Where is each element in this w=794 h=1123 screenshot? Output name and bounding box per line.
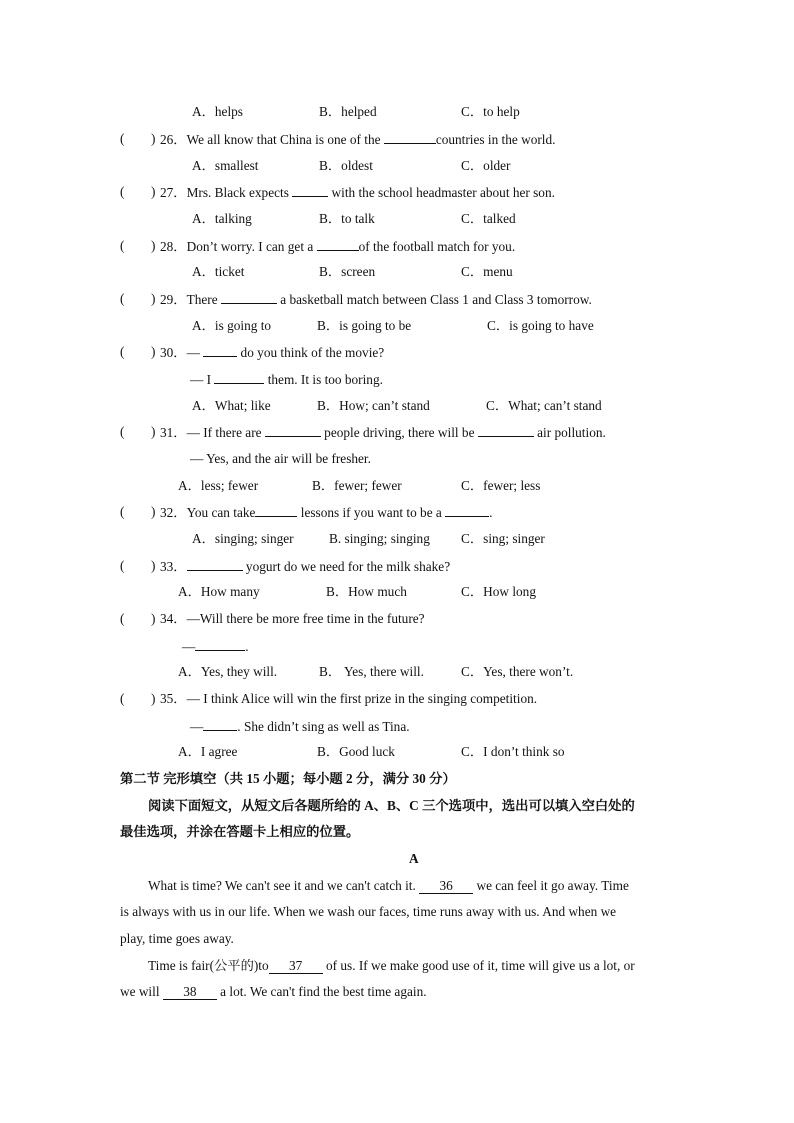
blank-38: 38 bbox=[163, 985, 217, 1000]
question-text: 26．We all know that China is one of the countries in the world. bbox=[160, 132, 556, 147]
answer-paren-close: ) bbox=[151, 291, 156, 306]
option-a: A．helps bbox=[192, 104, 243, 119]
option-c: C．older bbox=[461, 158, 511, 173]
option-a: A．Yes, they will. bbox=[178, 664, 278, 679]
answer-paren-close: ) bbox=[151, 504, 156, 519]
option-a: A．singing; singer bbox=[192, 531, 294, 546]
question-text: 33． yogurt do we need for the milk shake? bbox=[160, 559, 451, 574]
answer-paren-close: ) bbox=[151, 558, 156, 573]
answer-paren-close: ) bbox=[151, 238, 156, 253]
answer-paren-open: ( bbox=[120, 238, 125, 253]
option-a: A．I agree bbox=[178, 744, 238, 759]
answer-paren-open: ( bbox=[120, 344, 125, 359]
option-a: A．talking bbox=[192, 211, 252, 226]
option-a: A．smallest bbox=[192, 158, 259, 173]
answer-blank bbox=[195, 638, 245, 651]
question-text: 34．—Will there be more free time in the future? bbox=[160, 611, 425, 626]
question-text: 35．— I think Alice will win the first prize in the singing competition. bbox=[160, 691, 538, 706]
answer-blank bbox=[203, 344, 237, 357]
question-text: 29．There a basketball match between Class 1 and Class 3 tomorrow. bbox=[160, 292, 592, 307]
option-c: C．sing; singer bbox=[461, 531, 545, 546]
answer-paren-open: ( bbox=[120, 504, 125, 519]
answer-paren-open: ( bbox=[120, 691, 125, 706]
option-a: A．ticket bbox=[192, 264, 245, 279]
blank-37: 37 bbox=[269, 959, 323, 974]
answer-blank bbox=[317, 238, 359, 251]
answer-paren-open: ( bbox=[120, 611, 125, 626]
option-c: C．Yes, there won’t. bbox=[461, 664, 574, 679]
option-a: A．is going to bbox=[192, 318, 272, 333]
answer-blank bbox=[214, 371, 264, 384]
answer-blank bbox=[384, 131, 436, 144]
option-b: B．fewer; fewer bbox=[312, 478, 402, 493]
answer-paren-close: ) bbox=[151, 131, 156, 146]
option-c: C．menu bbox=[461, 264, 513, 279]
option-a: A．less; fewer bbox=[178, 478, 259, 493]
answer-paren-close: ) bbox=[151, 184, 156, 199]
option-b: B．How much bbox=[326, 584, 407, 599]
question-text: 28．Don’t worry. I can get a of the football match for you. bbox=[160, 239, 516, 254]
answer-paren-open: ( bbox=[120, 558, 125, 573]
option-c: C．fewer; less bbox=[461, 478, 541, 493]
option-a: A．What; like bbox=[192, 398, 271, 413]
option-b: B．How; can’t stand bbox=[317, 398, 430, 413]
option-c: C．is going to have bbox=[487, 318, 594, 333]
answer-paren-close: ) bbox=[151, 611, 156, 626]
answer-paren-close: ) bbox=[151, 344, 156, 359]
blank-36: 36 bbox=[419, 879, 473, 894]
answer-blank bbox=[265, 424, 321, 437]
option-b: B．Good luck bbox=[317, 744, 395, 759]
option-b: B．screen bbox=[319, 264, 376, 279]
answer-paren-open: ( bbox=[120, 424, 125, 439]
question-text: 32．You can take lessons if you want to be a . bbox=[160, 505, 493, 520]
question-text: 30．— do you think of the movie? bbox=[160, 345, 385, 360]
option-c: C．talked bbox=[461, 211, 516, 226]
answer-blank bbox=[292, 184, 328, 197]
answer-paren-open: ( bbox=[120, 184, 125, 199]
answer-blank bbox=[255, 504, 297, 517]
answer-paren-open: ( bbox=[120, 291, 125, 306]
option-a: A．How many bbox=[178, 584, 260, 599]
option-c: C．What; can’t stand bbox=[486, 398, 602, 413]
option-b: B．to talk bbox=[319, 211, 375, 226]
answer-blank bbox=[187, 558, 243, 571]
option-c: C．How long bbox=[461, 584, 536, 599]
option-b: B．oldest bbox=[319, 158, 373, 173]
answer-paren-close: ) bbox=[151, 691, 156, 706]
question-text: 27．Mrs. Black expects with the school headmaster about her son. bbox=[160, 185, 555, 200]
answer-blank bbox=[478, 424, 534, 437]
option-b: B．is going to be bbox=[317, 318, 412, 333]
option-b: B． Yes, there will. bbox=[319, 664, 424, 679]
question-text: 31．— If there are people driving, there will be air pollution. bbox=[160, 425, 606, 440]
option-c: C．I don’t think so bbox=[461, 744, 565, 759]
answer-blank bbox=[445, 504, 489, 517]
option-b: B．helped bbox=[319, 104, 377, 119]
answer-blank bbox=[221, 291, 277, 304]
answer-paren-open: ( bbox=[120, 131, 125, 146]
answer-blank bbox=[203, 718, 237, 731]
option-b: B. singing; singing bbox=[329, 531, 430, 546]
option-c: C．to help bbox=[461, 104, 520, 119]
answer-paren-close: ) bbox=[151, 424, 156, 439]
